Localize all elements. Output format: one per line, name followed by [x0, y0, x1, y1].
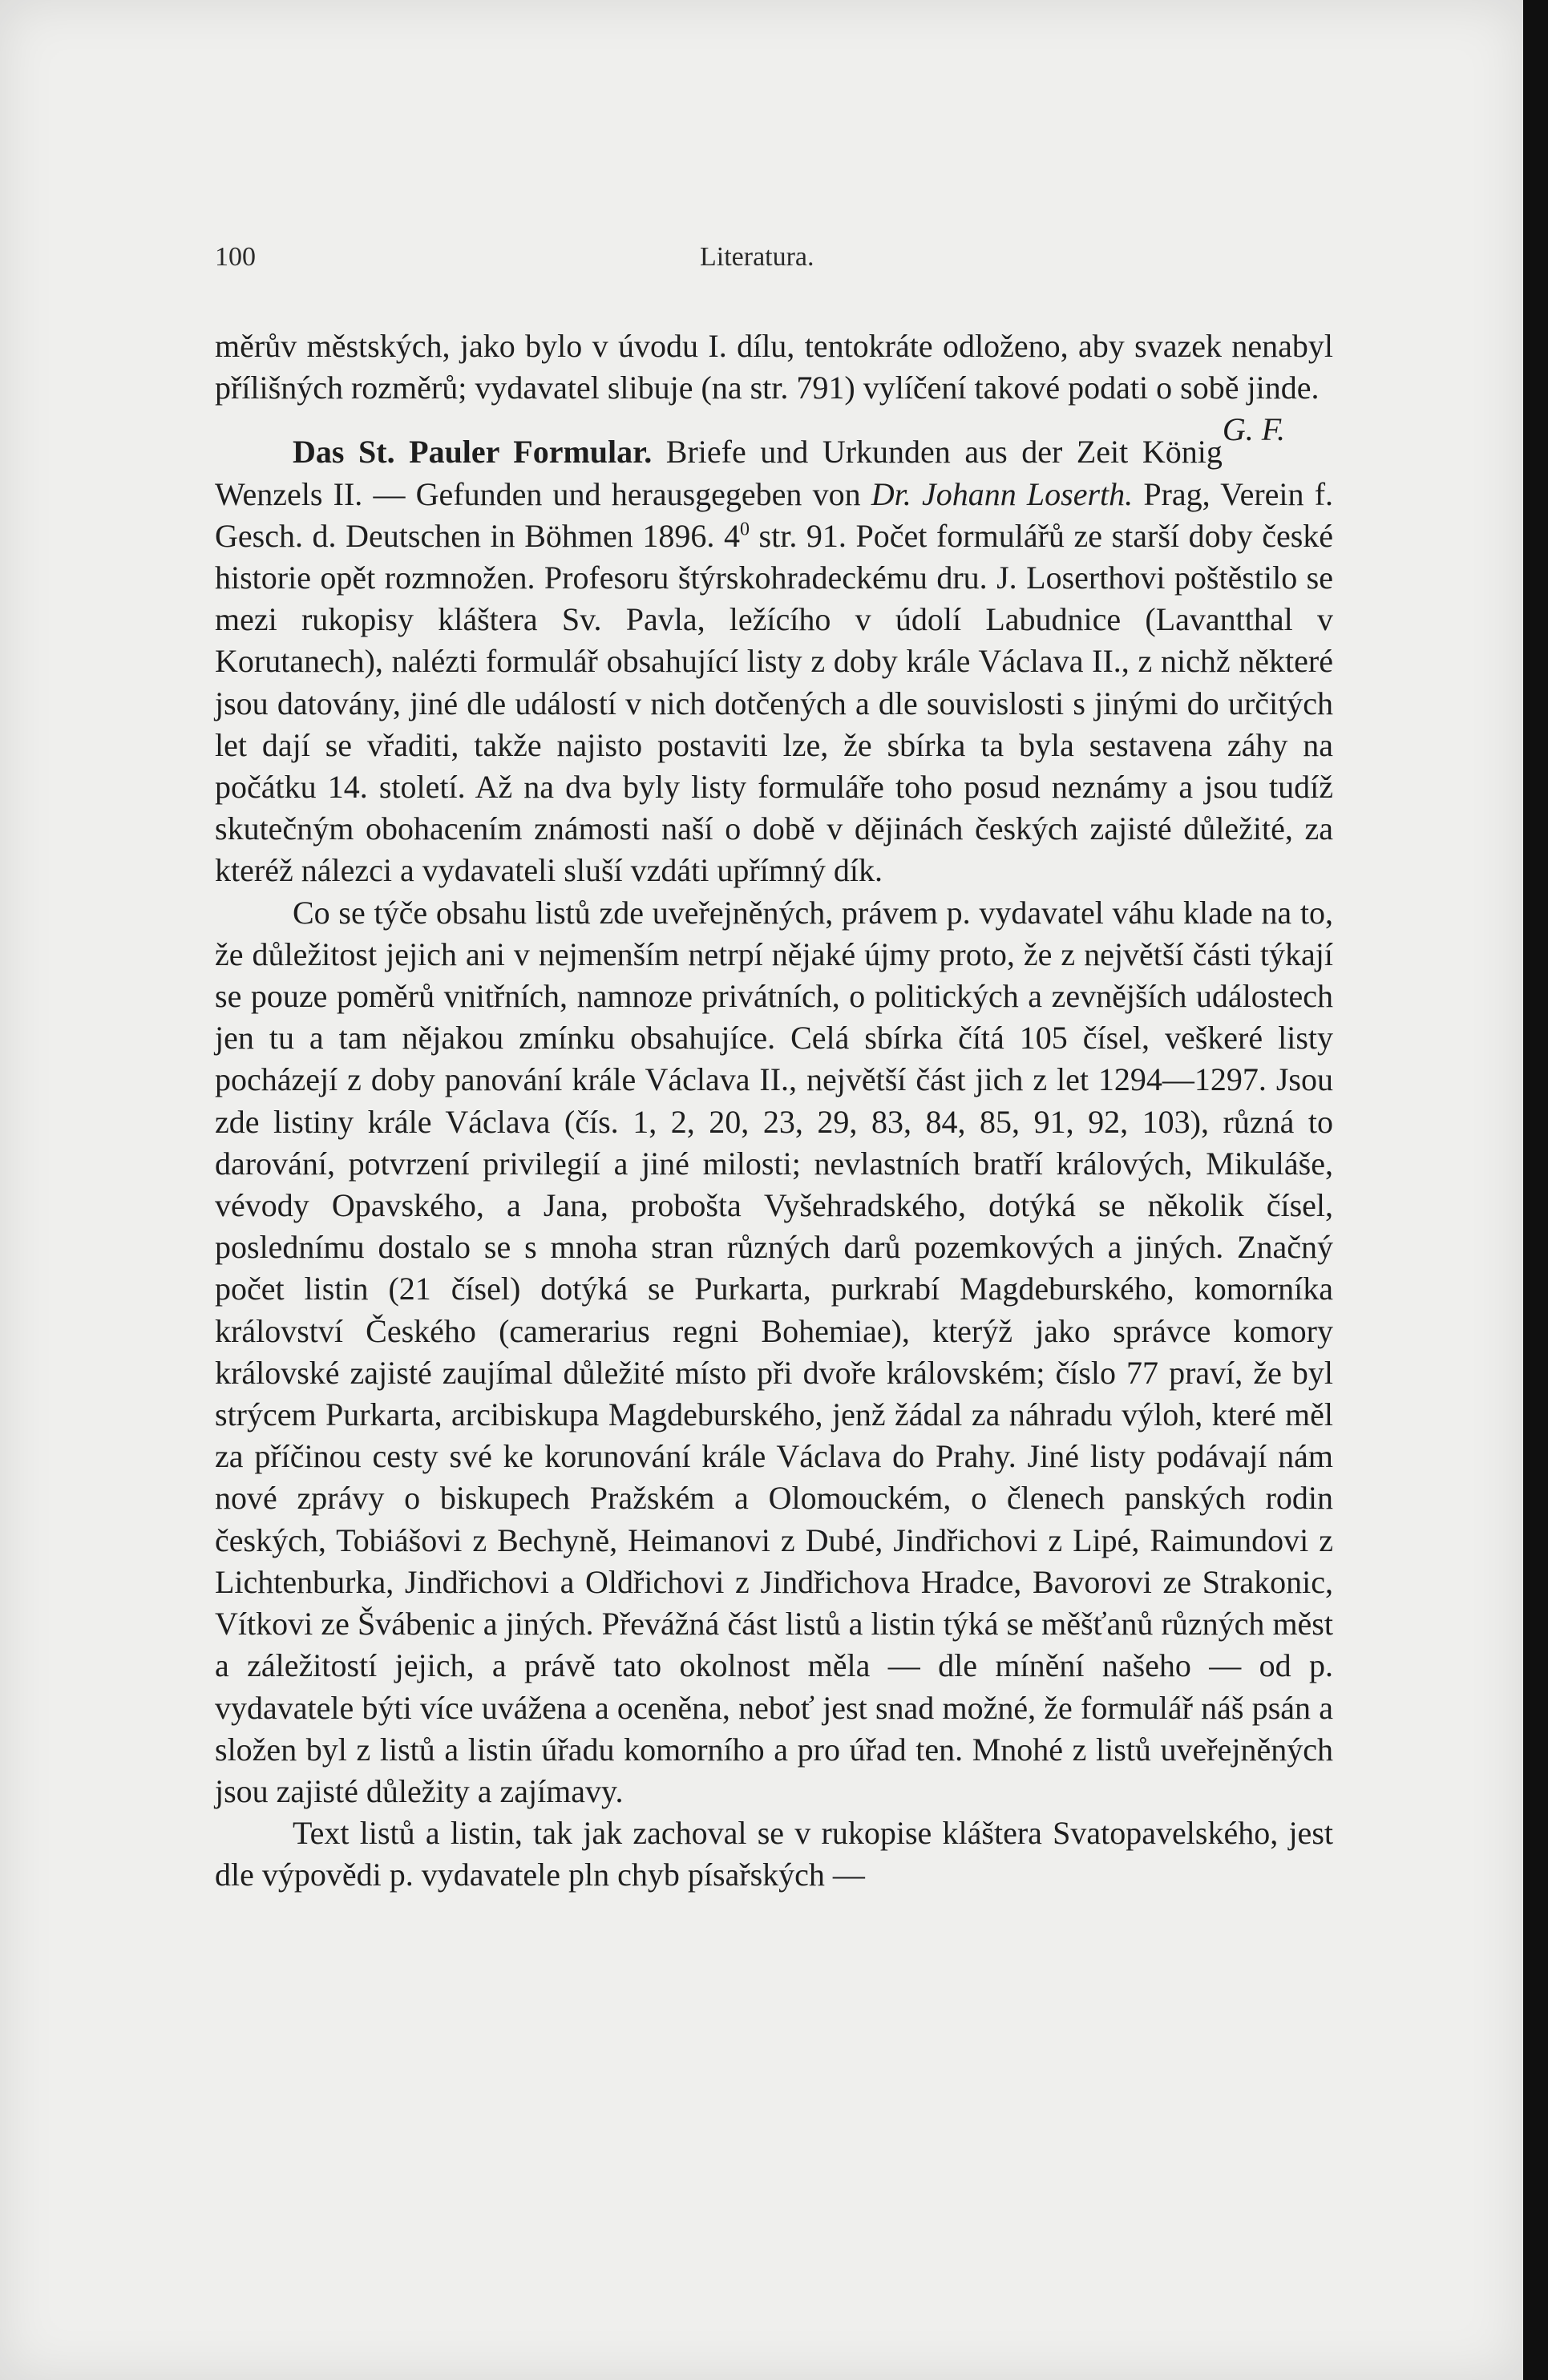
format-superscript: 0	[739, 519, 750, 540]
paragraph-2: Co se týče obsahu listů zde uveřejněných, právem p. vydavatel váhu klade na to, že důležitost jejich ani v nejmenším netrpí nějaké újmy proto, že z největší části týkají se pouze poměrů vnitřních, namnoze privátních, o politických a zevnějších událostech jen tu a tam nějakou zmínku obsahujíce. Celá sbírka čítá 105 čísel, veškeré listy pocházejí z doby panování krále Václava II., největší část jich z let 1294—1297. Jsou zde listiny krále Václava (čís. 1, 2, 20, 23, 29, 83, 84, 85, 91, 92, 103), různá to darování, potvrzení privilegií a jiné milosti; nevlastních bratří králových, Mikuláše, vévody Opavského, a Jana, proboštа Vyšehradského, dotýká se několik čísel, poslednímu dostalo se s mnoha stran různých darů pozemkových a jiných. Značný počet listin (21 čísel) dotýká se Purkarta, purkrabí Magdeburského, komorníka království Českého (camerarius regni Bohemiae), kterýž jako správce komory královské zajisté zaujímal důležité místo při dvoře královském; číslo 77 praví, že byl strýcem Purkarta, arcibiskupa Magdeburského, jenž žádal za náhradu výloh, které měl za příčinou cesty své ke korunování krále Václava do Prahy. Jiné listy podávají nám nové zprávy o biskupech Pražském a Olomouckém, o členech panských rodin českých, Tobiášovi z Bechyně, Heimanovi z Dubé, Jindřichovi z Lipé, Raimundovi z Lichtenburka, Jindřichovi a Oldřichovi z Jindřichova Hradce, Bavorovi ze Strakonic, Vítkovi ze Švábenic a jiných. Převážná část listů a listin týká se měšťanů různých měst a záležitostí jejich, a právě tato okolnost měla — dle mínění našeho — od p. vydavatele býti více uvážena a oceněna, neboť jest snad možné, že formulář náš psán a složen byl z listů a listin úřadu komorního a pro úřad ten. Mnohé z listů uveřejněných jsou zajisté důležity a zajímavy.	[215, 894, 1333, 1809]
bibliography-part-b: Prag, Verein f. Gesch. d. Deutschen in Böhmen 1896. 4	[215, 475, 1334, 554]
review-heading	[215, 431, 1333, 891]
intro-paragraph	[215, 325, 1333, 448]
page-number: 100	[215, 242, 256, 272]
bibliography-part-c: str. 91.	[758, 517, 847, 554]
body-text	[215, 325, 1333, 1897]
section-title: Literatura.	[700, 242, 814, 272]
reviewer-signature: G. F.	[1222, 411, 1285, 448]
paragraph-1: Počet formulářů ze starší doby české historie opět rozmnožen. Profesoru štýrskohradeckému dru. J. Loserthovi poštěstilo se mezi rukopisy kláštera Sv. Pavla, ležícího v údolí Labudnice (Lavantthal v Korutanech), nalézti formulář obsahující listy z doby krále Václava II., z nichž některé jsou datovány, jiné dle událostí v nich dotčených a dle souvislosti s jinými do určitých let dají se vřaditi, takže najisto postaviti lze, že sbírka ta byla sestavena záhy na počátku 14. století. Až na dva byly listy formuláře toho posud neznámy a jsou tudíž skutečným obohacením známosti naší o době v dějinách českých zajisté důležité, za kteréž nálezci a vydavateli sluší vzdáti upřímný dík.	[215, 517, 1334, 889]
review-title: Das St. Pauler Formular.	[293, 434, 653, 471]
review-author: Dr. Johann Loserth.	[871, 475, 1134, 512]
intro-text: měrův městských, jako bylo v úvodu I. dílu, tentokráte odloženo, aby svazek nenabyl přílišných rozměrů; vydavatel slibuje (na str. 791) vylíčení takové podati o sobě jinde.	[215, 328, 1333, 406]
paragraph-3: Text listů a listin, tak jak zachoval se v rukopise kláštera Svatopavelského, jest dle výpovědi p. vydavatele pln chyb písařských —	[215, 1815, 1333, 1893]
bibliography-part-a: Briefe und Urkunden aus der Zeit König Wenzels II. — Gefunden und herausgegeben von	[215, 434, 1223, 512]
running-head	[215, 242, 1333, 279]
